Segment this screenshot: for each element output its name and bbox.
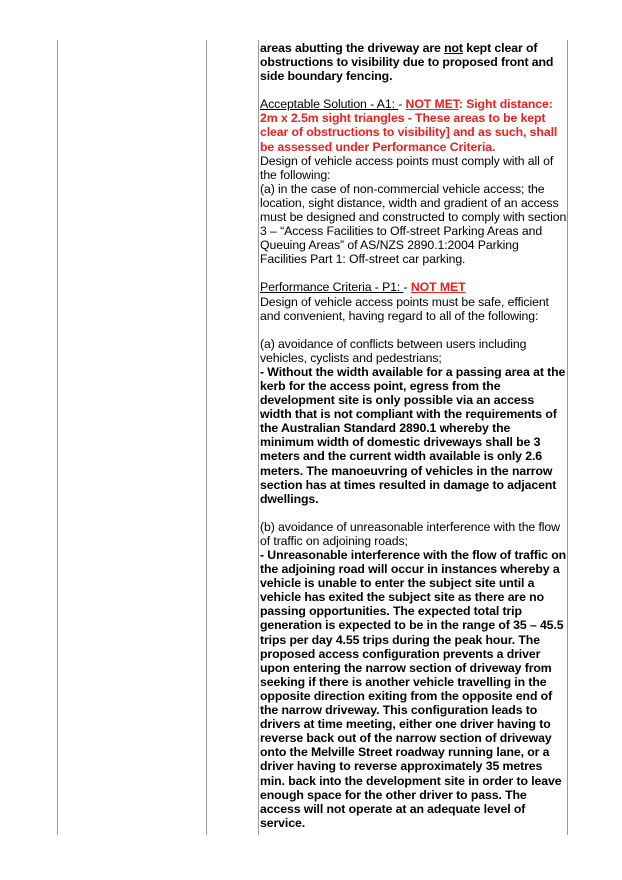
performance-criteria-heading: Performance Criteria - P1: - NOT MET	[260, 280, 466, 295]
table-border-left	[57, 40, 58, 835]
performance-status: NOT MET	[410, 280, 466, 295]
table-border-col1	[206, 40, 207, 835]
table-border-col2	[258, 40, 259, 835]
performance-item-b: (b) avoidance of unreasonable interference with the flow of traffic on adjoining roads;	[260, 519, 560, 548]
emphasis-not: not	[444, 41, 463, 55]
acceptable-status: NOT MET	[405, 97, 459, 112]
acceptable-solution-heading: Acceptable Solution - A1: - NOT MET: Sight distance: 2m x 2.5m sight triangles - These areas to be kept clear of obstructions to visibility] and as such, shall be assessed under Performance Criteria.	[260, 97, 558, 154]
table-border-right	[567, 40, 568, 835]
performance-intro: Design of vehicle access points must be safe, efficient and convenient, having regard to all of the following:	[260, 294, 549, 323]
performance-item-b-comment: - Unreasonable interference with the flow of traffic on the adjoining road will occur in instances whereby a vehicle is unable to enter the subject site until a vehicle has exited the subject site as there are no passing opportunities. The expected total trip generation is expected to be in the range of 35 – 45.5 trips per day 4.55 trips during the peak hour. The proposed access configuration prevents a driver upon entering the narrow section of driveway from seeking if there is another vehicle travelling in the opposite direction exiting from the opposite end of the narrow driveway. This configuration leads to drivers at time meeting, either one driver having to reverse back out of the narrow section of driveway onto the Melville Street roadway running lane, or a driver having to reverse approximately 35 metres min. back into the development site in order to leave enough space for the other driver to pass. The access will not operate at an adequate level of service.	[260, 548, 567, 830]
performance-item-a: (a) avoidance of conflicts between users including vehicles, cyclists and pedestrians;	[260, 336, 527, 365]
obstruction-paragraph: areas abutting the driveway are not kept clear of obstructions to visibility due to proposed front and side boundary fencing.	[260, 41, 554, 84]
acceptable-solution-label: Acceptable Solution - A1:	[260, 97, 399, 112]
acceptable-intro: Design of vehicle access points must comply with all of the following:	[260, 153, 554, 182]
acceptable-item-a: (a) in the case of non-commercial vehicle access; the location, sight distance, width and gradient of an access must be designed and constructed to comply with section 3 – “Access Facilities to Off-street Parking Areas and Queuing Areas” of AS/NZS 2890.1:2004 Parking Facilities Part 1: Off-street car parking.	[260, 181, 567, 267]
assessment-cell	[260, 41, 567, 830]
acceptable-detail: : Sight distance: 2m x 2.5m sight triangles - These areas to be kept clear of obstructions to visibility] and as such, shall be assessed under Performance Criteria.	[260, 97, 558, 154]
performance-item-a-comment: - Without the width available for a passing area at the kerb for the access point, egress from the development site is only possible via an access width that is not compliant with the requirements of the Australian Standard 2890.1 whereby the minimum width of domestic driveways shall be 3 meters and the current width available is only 2.6 meters. The manoeuvring of vehicles in the narrow section has at times resulted in damage to adjacent dwellings.	[260, 364, 566, 506]
performance-criteria-label: Performance Criteria - P1:	[260, 280, 404, 295]
